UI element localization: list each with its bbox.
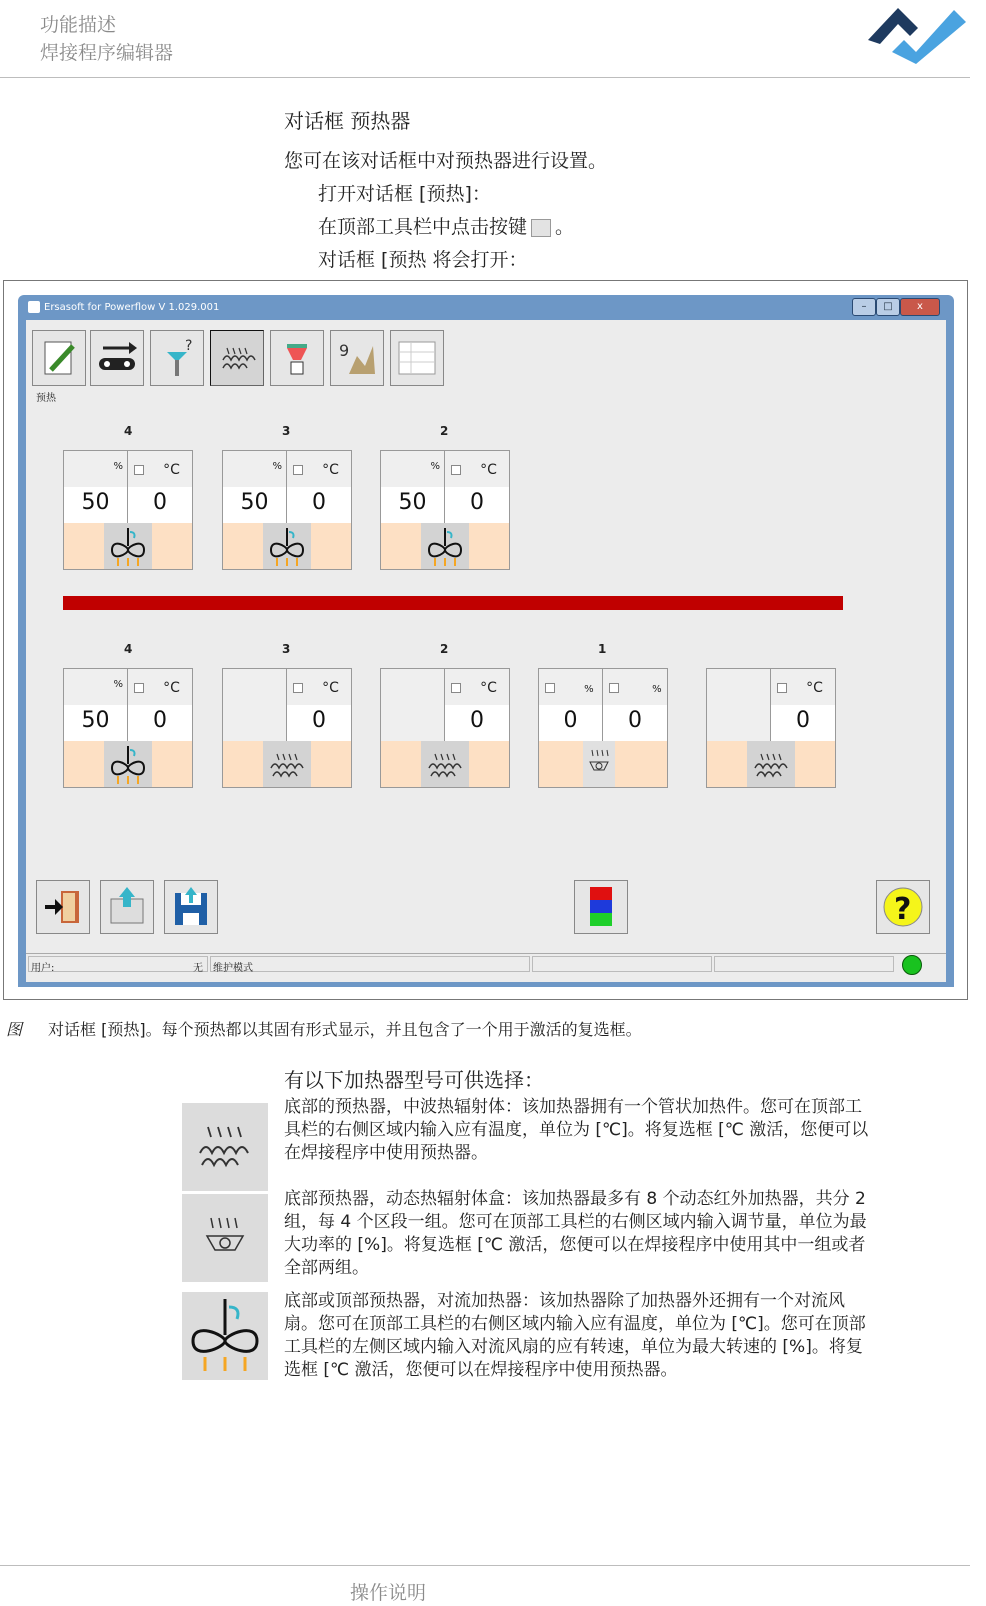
description-line: 在焊接程序中使用预热器。 (284, 1143, 488, 1163)
fan-speed-input[interactable]: 50 (381, 487, 445, 523)
pct-label: % (64, 451, 128, 487)
activate-checkbox[interactable] (451, 683, 461, 693)
intro-step-result: 对话框 [预热 将会打开： (318, 249, 528, 271)
close-button[interactable]: x (900, 298, 940, 316)
intro-step-click (318, 212, 574, 239)
description-line: 全部两组。 (284, 1258, 369, 1278)
tube-heater-icon (263, 741, 311, 787)
bottom-heater-panel (706, 668, 836, 788)
intro-line: 您可在该对话框中对预热器进行设置。 (284, 150, 608, 172)
fan-speed-input[interactable]: 50 (223, 487, 287, 523)
status-ok-indicator (902, 955, 922, 975)
ir-heater-description (284, 1188, 974, 1280)
deg-label: °C (806, 680, 823, 696)
bottom-zone-number: 4 (124, 642, 133, 656)
figure-caption-text: 对话框 [预热]。每个预热都以其固有形式显示，并且包含了一个用于激活的复选框。 (48, 1020, 642, 1039)
activate-checkbox[interactable] (451, 465, 461, 475)
deg-label: °C (322, 462, 339, 478)
footer-divider (0, 1565, 970, 1566)
convection-fan-icon (263, 523, 311, 569)
status-bar (26, 953, 946, 976)
temperature-input[interactable]: 0 (153, 490, 167, 515)
pct-label: % (381, 451, 445, 487)
save-button[interactable] (164, 880, 218, 934)
footer-text: 操作说明 (350, 1582, 427, 1604)
temperature-input[interactable]: 0 (312, 708, 326, 733)
top-heater-panel (380, 450, 510, 570)
activate-checkbox[interactable] (545, 683, 555, 693)
description-line: 底部或顶部预热器，对流加热器：该加热器除了加热器外还拥有一个对流风 (284, 1291, 845, 1311)
bottom-heater-panel (538, 668, 668, 788)
load-machine-icon (105, 885, 149, 929)
load-program-button[interactable] (100, 880, 154, 934)
activate-checkbox[interactable] (134, 683, 144, 693)
temperature-input[interactable]: 0 (153, 708, 167, 733)
bottom-zone-number: 3 (282, 642, 291, 656)
dialog-section-title: 对话框 预热器 (284, 109, 411, 133)
convection-heater-description (284, 1290, 974, 1382)
deg-label: °C (322, 680, 339, 696)
tube-heater-icon (215, 338, 259, 378)
activate-checkbox[interactable] (134, 465, 144, 475)
toolbar-preheat-button[interactable] (210, 330, 264, 386)
deg-label: °C (163, 462, 180, 478)
bottom-zone-number: 2 (440, 642, 449, 656)
intro-step-click-text: 在顶部工具栏中点击按键 (318, 216, 528, 238)
toolbar-table-button[interactable] (390, 330, 444, 386)
bottom-zone-number: 1 (598, 642, 607, 656)
help-button[interactable] (876, 880, 930, 934)
fan-speed-input[interactable]: 50 (64, 705, 128, 741)
conveyor-bar (63, 596, 843, 610)
convection-fan-icon (104, 741, 152, 787)
header-divider (0, 77, 970, 78)
window-title: Ersasoft for Powerflow V 1.029.001 (44, 302, 220, 313)
toolbar-solder-button[interactable] (270, 330, 324, 386)
preheat-button-icon (531, 219, 551, 237)
status-user-value: 无 (193, 963, 203, 974)
activate-checkbox[interactable] (609, 683, 619, 693)
power-input[interactable]: 0 (628, 708, 642, 733)
color-settings-button[interactable] (574, 880, 628, 934)
svg-text:?: ? (185, 338, 193, 354)
svg-text:9: 9 (339, 341, 350, 360)
convection-fan-icon (421, 523, 469, 569)
bottom-heater-panel (63, 668, 193, 788)
top-zone-number: 3 (282, 424, 291, 438)
status-mode: 维护模式 (213, 963, 253, 974)
intro-step-open: 打开对话框 [预热]： (318, 183, 491, 205)
toolbar-profile-button[interactable] (330, 330, 384, 386)
section-label-preheat: 预热 (36, 393, 56, 404)
tube-heater-description (284, 1096, 974, 1165)
company-logo (868, 0, 972, 66)
pct-label: % (584, 684, 594, 695)
tube-heater-icon (182, 1103, 268, 1191)
figure-caption-prefix: 图 (6, 1020, 23, 1039)
header-chapter: 功能描述 (40, 14, 117, 36)
description-line: 底部预热器，动态热辐射体盒：该加热器最多有 8 个动态红外加热器，共分 2 (284, 1189, 866, 1209)
temperature-input[interactable]: 0 (470, 490, 484, 515)
maximize-button[interactable]: □ (876, 298, 900, 316)
top-heater-panel (63, 450, 193, 570)
description-line: 组，每 4 个区段一组。您可在顶部工具栏的右侧区域内输入调节量，单位为最 (284, 1212, 867, 1232)
ir-heater-icon (182, 1194, 268, 1282)
convection-fan-icon (182, 1292, 268, 1380)
description-line: 扇。您可在顶部工具栏的右侧区域内输入应有温度，单位为 [℃]。您可在顶部 (284, 1314, 866, 1334)
heater-types-title: 有以下加热器型号可供选择： (284, 1068, 544, 1092)
tube-heater-icon (421, 741, 469, 787)
tube-heater-icon (747, 741, 795, 787)
temperature-input[interactable]: 0 (796, 708, 810, 733)
description-line: 工具栏的左侧区域内输入对流风扇的应有转速，单位为最大转速的 [%]。将复 (284, 1337, 863, 1357)
toolbar-conveyor-button[interactable] (90, 330, 144, 386)
description-line: 底部的预热器，中波热辐射体：该加热器拥有一个管状加热件。您可在顶部工 (284, 1097, 862, 1117)
intro-step-click-end: 。 (555, 216, 575, 238)
color-bars-icon (588, 885, 614, 929)
exit-door-icon (41, 885, 85, 929)
fan-speed-input[interactable]: 50 (64, 487, 128, 523)
app-icon (28, 301, 40, 313)
description-line: 具栏的右侧区域内输入应有温度，单位为 [℃]。将复选框 [℃ 激活，您便可以 (284, 1120, 869, 1140)
temperature-input[interactable]: 0 (470, 708, 484, 733)
top-heater-panel (222, 450, 352, 570)
activate-checkbox[interactable] (293, 683, 303, 693)
minimize-button[interactable]: – (852, 298, 876, 316)
exit-button[interactable] (36, 880, 90, 934)
help-icon (881, 885, 925, 929)
activate-checkbox[interactable] (777, 683, 787, 693)
deg-label: °C (480, 462, 497, 478)
power-input[interactable]: 0 (539, 705, 603, 741)
ir-heater-icon (583, 741, 615, 787)
deg-label: °C (480, 680, 497, 696)
description-line: 大功率的 [%]。将复选框 [℃ 激活，您便可以在焊接程序中使用其中一组或者 (284, 1235, 866, 1255)
toolbar-edit-button[interactable] (32, 330, 86, 386)
svg-text:?: ? (894, 892, 912, 927)
status-user-label: 用户: (31, 963, 55, 974)
pct-label: % (64, 669, 128, 705)
toolbar-fluxer-button[interactable] (150, 330, 204, 386)
pct-label: % (223, 451, 287, 487)
deg-label: °C (163, 680, 180, 696)
pct-label: % (652, 684, 662, 695)
temperature-input[interactable]: 0 (312, 490, 326, 515)
bottom-heater-panel (380, 668, 510, 788)
figure-caption (6, 1017, 642, 1040)
activate-checkbox[interactable] (293, 465, 303, 475)
convection-fan-icon (104, 523, 152, 569)
bottom-heater-panel (222, 668, 352, 788)
save-disk-icon (169, 885, 213, 929)
top-zone-number: 4 (124, 424, 133, 438)
header-subchapter: 焊接程序编辑器 (40, 42, 174, 64)
description-line: 选框 [℃ 激活，您便可以在焊接程序中使用预热器。 (284, 1360, 678, 1380)
top-zone-number: 2 (440, 424, 449, 438)
